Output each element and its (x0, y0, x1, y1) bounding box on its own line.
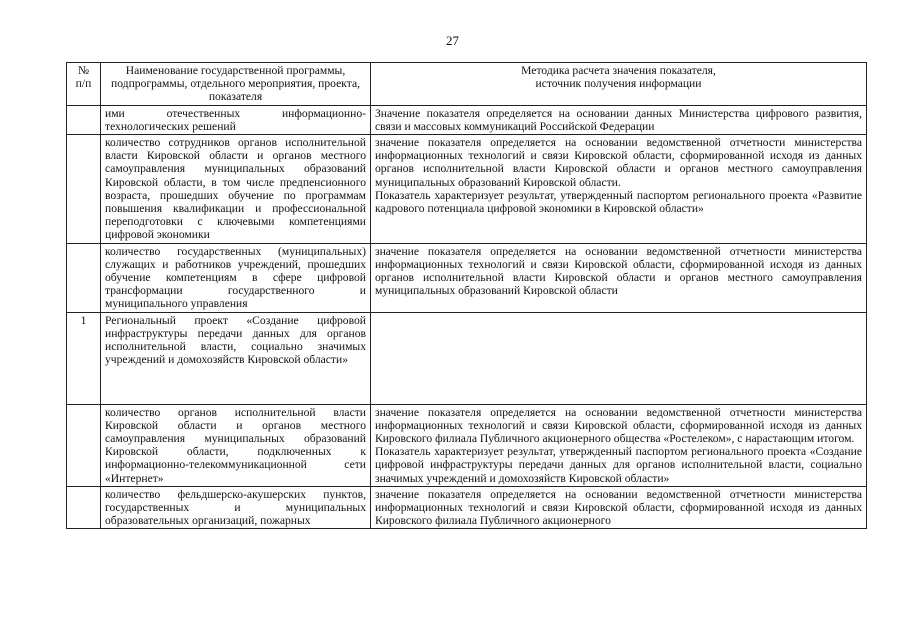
header-methodology: Методика расчета значения показателя, источник получения информации (371, 63, 867, 106)
table-row (67, 135, 867, 244)
table-header-row (67, 63, 867, 106)
row-number (67, 404, 101, 486)
table-row (67, 486, 867, 529)
methodology-paragraph: значение показателя определяется на основании ведомственной отчетности министерства информационных технологий и связи Кировской области, сформированной исходя из данных органов исполнительной власти Кировской области и органов местного самоуправления муниципальных образований Кировской области (375, 244, 862, 298)
header-number: № п/п (67, 63, 101, 106)
row-indicator-name: количество сотрудников органов исполнительной власти Кировской области и органов местного самоуправления муниципальных образований Кировской области, в том числе предпенсионного возраста, прошедших обучение по программам повышения квалификации и профессиональной переподготовки с ключевыми компетенциями цифровой экономики (101, 135, 371, 244)
row-number (67, 243, 101, 312)
row-number (67, 486, 101, 529)
methodology-paragraph: значение показателя определяется на основании ведомственной отчетности министерства информационных технологий и связи Кировской области, сформированной исходя из данных органов исполнительной власти Кировской области и органов местного самоуправления муниципальных образований Кировской области. (375, 136, 862, 189)
table-row (67, 243, 867, 312)
row-indicator-name: количество фельдшерско-акушерских пунктов, государственных и муниципальных образовательных организаций, пожарных (101, 486, 371, 529)
table-row (67, 312, 867, 404)
row-project-name: Региональный проект «Создание цифровой инфраструктуры передачи данных для органов исполнительной власти, социально значимых учреждений и домохозяйств Кировской области» (101, 312, 371, 404)
table-row (67, 105, 867, 134)
row-methodology (371, 312, 867, 404)
row-methodology (371, 404, 867, 486)
methodology-paragraph: Показатель характеризует результат, утвержденный паспортом регионального проекта «Развитие кадрового потенциала цифровой экономики в Кировской области» (375, 188, 862, 216)
methodology-paragraph: значение показателя определяется на основании ведомственной отчетности министерства информационных технологий и связи Кировской области, сформированной исходя из данных Кировского филиала Публичного акционерного общества «Ростелеком», с нарастающим итогом. (375, 405, 862, 446)
header-name: Наименование государственной программы, подпрограммы, отдельного мероприятия, проекта, показателя (101, 63, 371, 106)
page-number: 27 (446, 33, 459, 48)
row-indicator-name: количество органов исполнительной власти Кировской области и органов местного самоуправления муниципальных образований Кировской области, подключенных к информационно-телекоммуникационной сети «Интернет» (101, 404, 371, 486)
indicator-methodology-table (66, 62, 867, 529)
row-methodology (371, 486, 867, 529)
methodology-paragraph: значение показателя определяется на основании ведомственной отчетности министерства информационных технологий и связи Кировской области, сформированной исходя из данных Кировского филиала Публичного акционерного (375, 487, 862, 528)
row-number: 1 (67, 312, 101, 404)
methodology-paragraph: Показатель характеризует результат, утвержденный паспортом регионального проекта «Создание цифровой инфраструктуры передачи данных для органов исполнительной власти, социально значимых учреждений и домохозяйств Кировской области» (375, 445, 862, 485)
row-methodology (371, 135, 867, 244)
methodology-paragraph: Значение показателя определяется на основании данных Министерства цифрового развития, связи и массовых коммуникаций Российской Федерации (375, 106, 862, 133)
row-methodology (371, 243, 867, 312)
row-number (67, 105, 101, 134)
table-row (67, 404, 867, 486)
row-number (67, 135, 101, 244)
row-indicator-name: количество государственных (муниципальных) служащих и работников учреждений, прошедших обучение компетенциям в сфере цифровой трансформации государственного и муниципального управления (101, 243, 371, 312)
row-indicator-name: ими отечественных информационно-технологических решений (101, 105, 371, 134)
row-methodology (371, 105, 867, 134)
